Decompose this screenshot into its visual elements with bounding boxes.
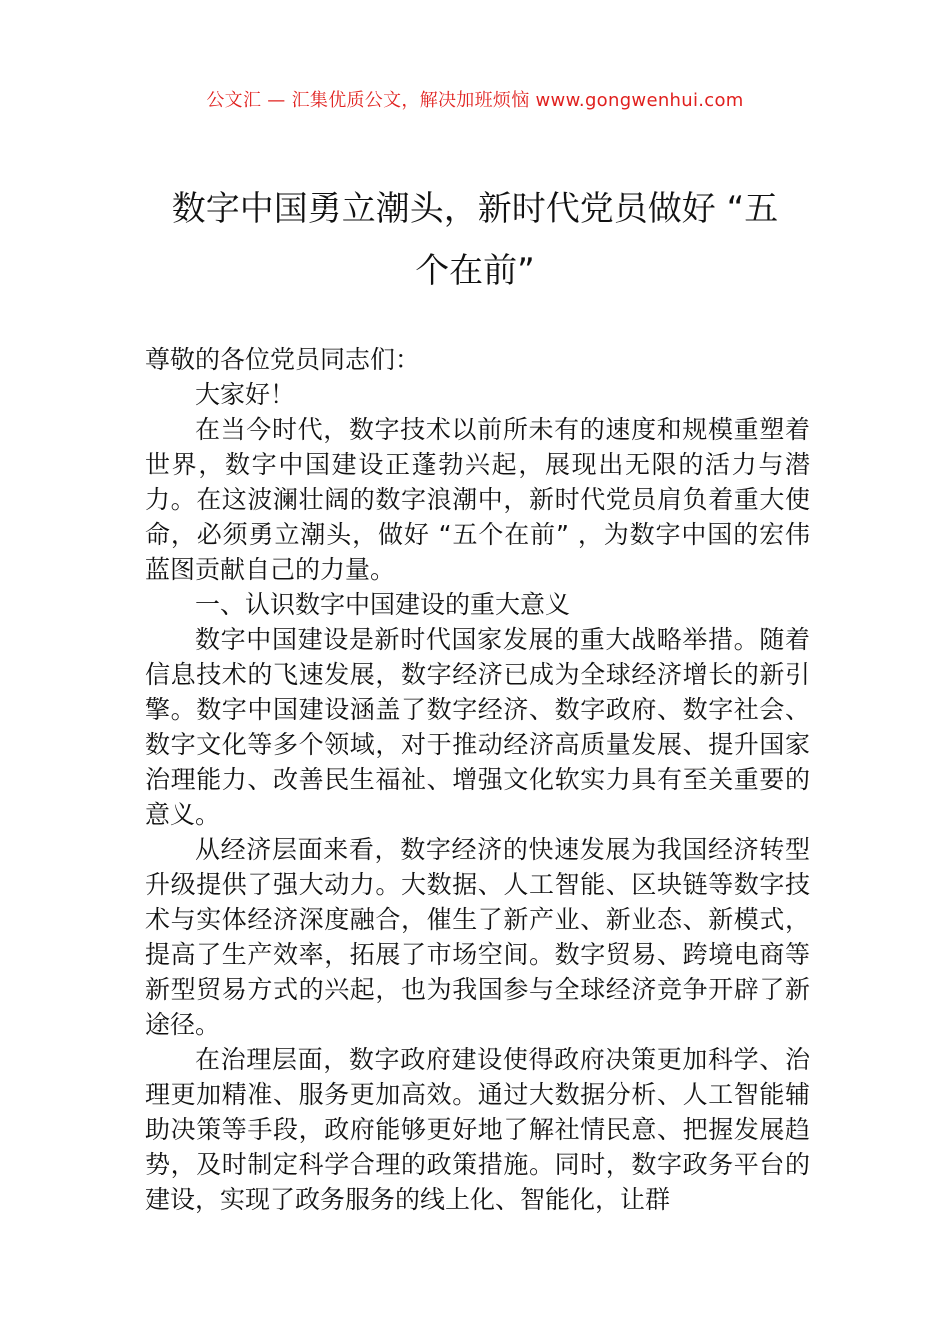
greeting: 大家好！ — [195, 380, 296, 409]
document-body — [145, 342, 810, 1217]
paragraph-economy: 从经济层面来看，数字经济的快速发展为我国经济转型升级提供了强大动力。大数据、人工智能、区块链等数字技术与实体经济深度融合，催生了新产业、新业态、新模式，提高了生产效率，拓展了市场空间。数字贸易、跨境电商等新型贸易方式的兴起，也为我国参与全球经济竞争开辟了新途径。 — [145, 835, 810, 1039]
paragraph-significance: 数字中国建设是新时代国家发展的重大战略举措。随着信息技术的飞速发展，数字经济已成为全球经济增长的新引擎。数字中国建设涵盖了数字经济、数字政府、数字社会、数字文化等多个领域，对于推动经济高质量发展、提升国家治理能力、改善民生福祉、增强文化软实力具有至关重要的意义。 — [145, 625, 810, 829]
title-line-1: 数字中国勇立潮头，新时代党员做好 “五 — [171, 189, 779, 229]
paragraph-intro: 在当今时代，数字技术以前所未有的速度和规模重塑着世界，数字中国建设正蓬勃兴起，展现出无限的活力与潜力。在这波澜壮阔的数字浪潮中，新时代党员肩负着重大使命，必须勇立潮头，做好 “五个在前” ，为数字中国的宏伟蓝图贡献自己的力量。 — [145, 415, 810, 584]
document-title — [130, 178, 820, 302]
salutation: 尊敬的各位党员同志们： — [145, 345, 421, 374]
section-heading-1: 一、认识数字中国建设的重大意义 — [195, 590, 571, 619]
paragraph-governance: 在治理层面，数字政府建设使得政府决策更加科学、治理更加精准、服务更加高效。通过大数据分析、人工智能辅助决策等手段，政府能够更好地了解社情民意、把握发展趋势，及时制定科学合理的政策措施。同时，数字政务平台的建设，实现了政务服务的线上化、智能化，让群 — [145, 1045, 810, 1214]
title-line-2: 个在前” — [415, 251, 535, 291]
header-banner[interactable]: 公文汇 — 汇集优质公文，解决加班烦恼 www.gongwenhui.com — [206, 90, 744, 111]
